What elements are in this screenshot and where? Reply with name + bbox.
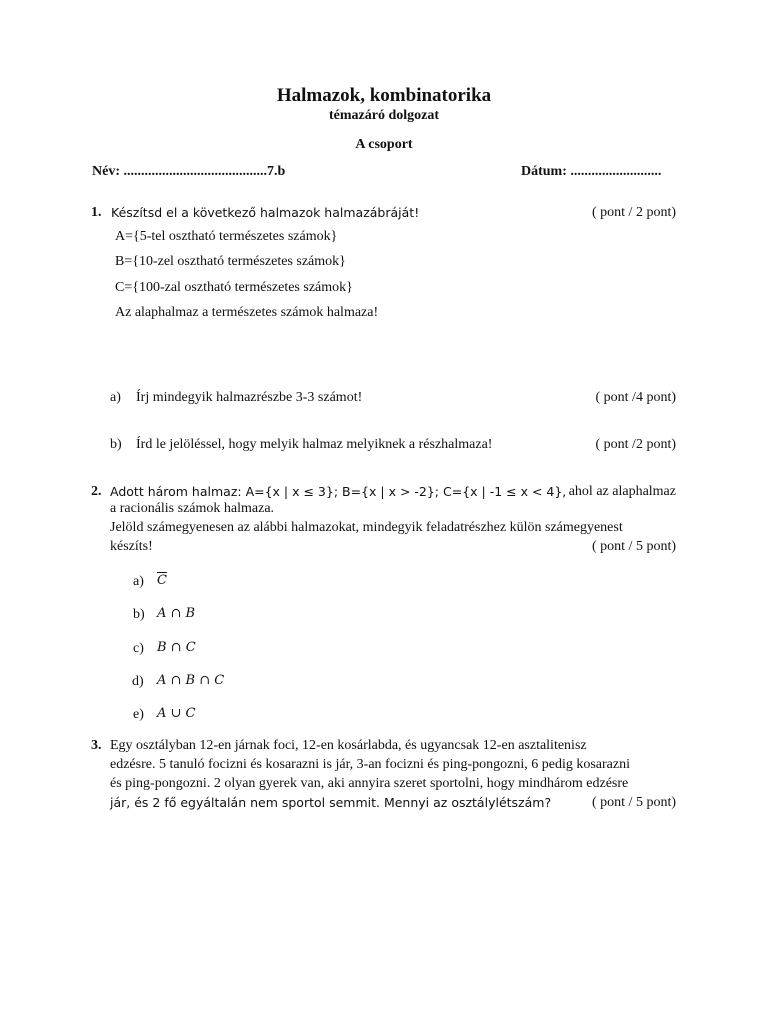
q2d-expr: A ∩ B ∩ C (157, 673, 225, 688)
q2-line2: a racionális számok halmaza. (110, 501, 275, 516)
q1-points[interactable]: ( pont / 2 pont) (592, 205, 676, 220)
q1a-label: a) (110, 390, 121, 405)
q1-set-c: C={100-zal osztható természetes számok} (115, 280, 353, 295)
group-label: A csoport (355, 137, 413, 152)
page-title: Halmazok, kombinatorika (276, 85, 492, 106)
page-subtitle: témazáró dolgozat (328, 108, 440, 123)
q1-number: 1. (91, 205, 102, 220)
q1b-points[interactable]: ( pont /2 pont) (595, 437, 676, 452)
q3-line3: és ping-pongozni. 2 olyan gyerek van, aki annyira szeret sportolni, hogy mindhárom edzésre (110, 776, 629, 791)
q2-line4: készíts! (110, 539, 153, 554)
q1-set-a: A={5-tel osztható természetes számok} (115, 229, 338, 244)
q2c-label: c) (133, 641, 144, 656)
date-field[interactable]: Dátum: .......................... (521, 164, 662, 179)
q2b-label: b) (133, 607, 145, 622)
q1b-label: b) (110, 437, 122, 452)
q2d-label: d) (132, 674, 144, 689)
q1b-text: Írd le jelöléssel, hogy melyik halmaz melyiknek a részhalmaza! (136, 437, 493, 452)
q3-line1: Egy osztályban 12-en járnak foci, 12-en kosárlabda, és ugyancsak 12-en asztalitenisz (110, 738, 587, 753)
q2-line1-end: ahol az alaphalmaz (568, 484, 676, 499)
q2-points[interactable]: ( pont / 5 pont) (592, 539, 676, 554)
q1-universe-note: Az alaphalmaz a természetes számok halmaza! (115, 305, 379, 320)
q1a-points[interactable]: ( pont /4 pont) (595, 390, 676, 405)
q2e-label: e) (133, 707, 144, 722)
q3-line4: jár, és 2 fő egyáltalán nem sportol semmit. Mennyi az osztálylétszám? (110, 795, 552, 810)
q2b-expr: A ∩ B (157, 606, 196, 621)
q2a-expr: $\overline{C}$ (157, 573, 167, 588)
q1a-text: Írj mindegyik halmazrészbe 3-3 számot! (136, 390, 363, 405)
q3-number: 3. (91, 738, 102, 753)
q1-set-b: B={10-zel osztható természetes számok} (115, 254, 346, 269)
q2-number: 2. (91, 484, 102, 499)
q2a-label: a) (133, 574, 144, 589)
q2c-expr: B ∩ C (157, 640, 196, 655)
q2-line1: Adott három halmaz: A={x | x ≤ 3}; B={x | x > -2}; C={x | -1 ≤ x < 4}, (110, 484, 567, 499)
name-field[interactable]: Név: .........................................7.b (92, 164, 286, 179)
q2-line3: Jelöld számegyenesen az alábbi halmazokat, mindegyik feladatrészhez külön számegyenest (110, 520, 623, 535)
q2e-expr: A ∪ C (157, 706, 196, 721)
q3-points[interactable]: ( pont / 5 pont) (592, 795, 676, 810)
q3-line2: edzésre. 5 tanuló focizni és kosarazni is jár, 3-an focizni és ping-pongozni, 6 pedig kosarazni (110, 757, 630, 772)
q1-text: Készítsd el a következő halmazok halmazábráját! (111, 205, 420, 220)
